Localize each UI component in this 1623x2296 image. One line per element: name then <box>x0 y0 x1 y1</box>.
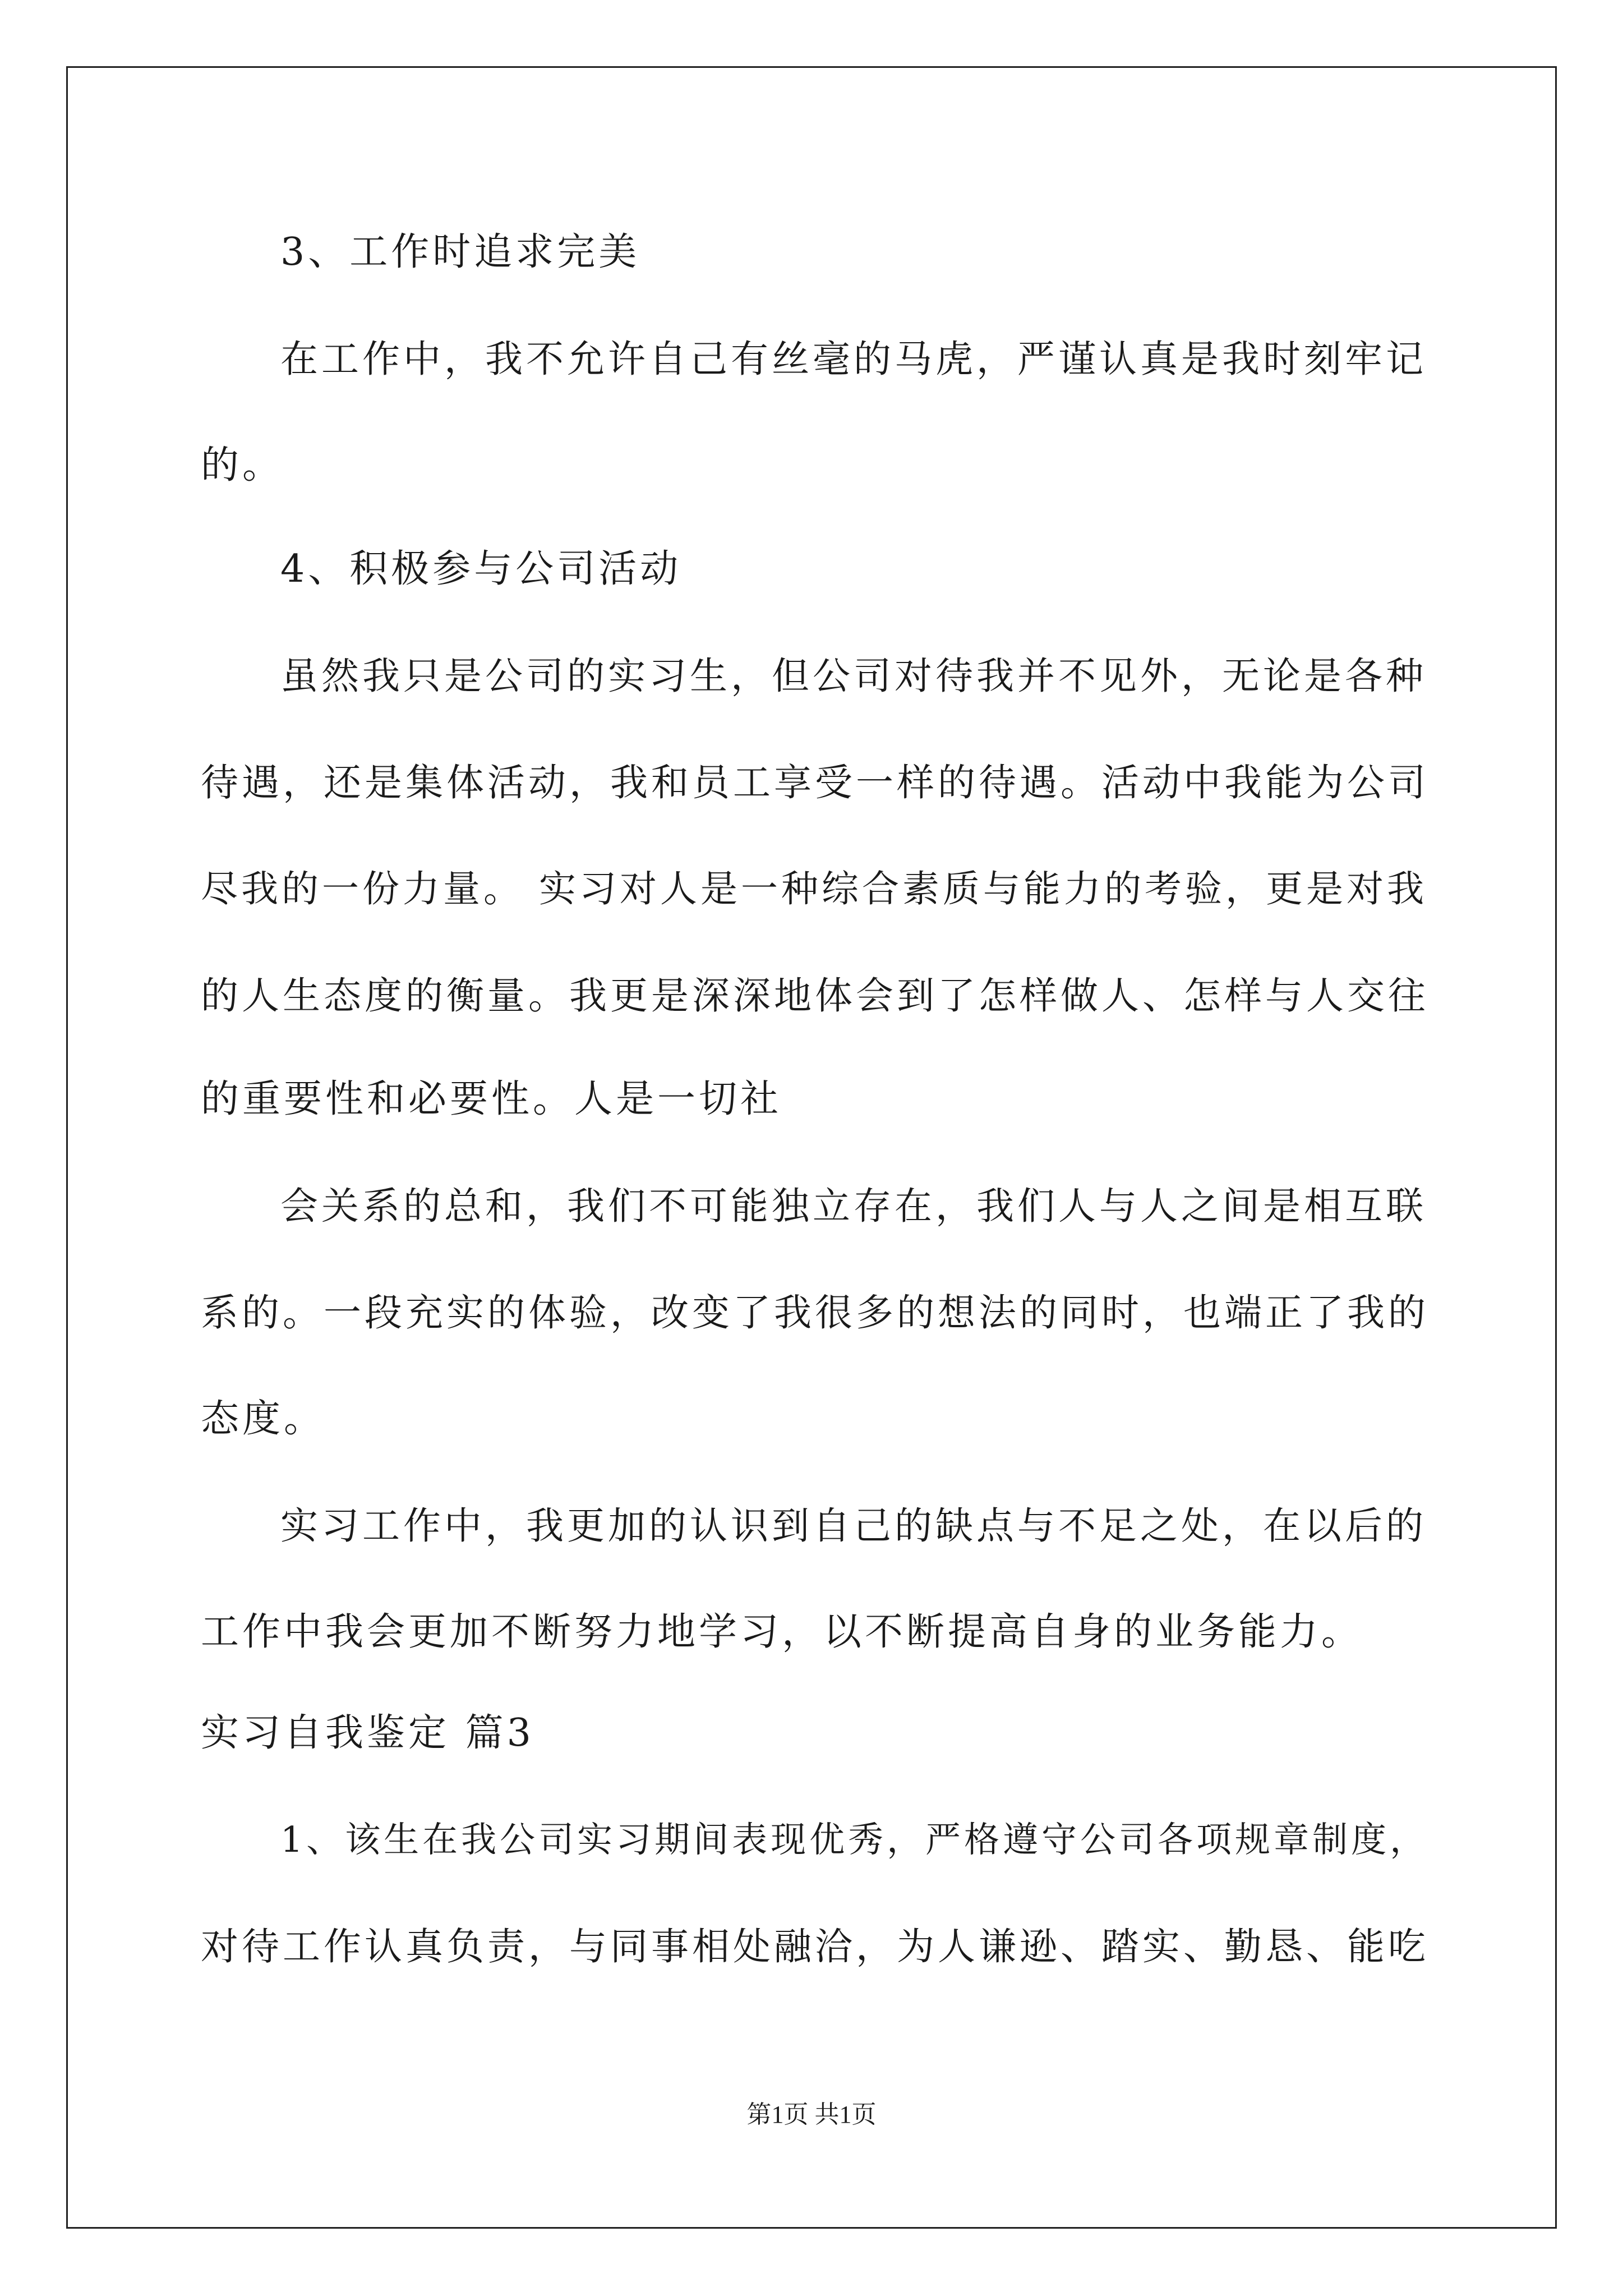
paragraph-line: 在工作中，我不允许自己有丝毫的马虎，严谨认真是我时刻牢记 <box>280 337 1427 381</box>
page-border <box>66 66 1557 2229</box>
page-footer: 第1页 共1页 <box>746 2101 877 2128</box>
paragraph-line: 1、该生在我公司实习期间表现优秀，严格遵守公司各项规章制度， <box>280 1819 1429 1860</box>
paragraph-line: 态度。 <box>201 1397 326 1441</box>
paragraph-line: 尽我的一份力量。 实习对人是一种综合素质与能力的考验，更是对我 <box>201 867 1427 910</box>
paragraph-line: 虽然我只是公司的实习生，但公司对待我并不见外，无论是各种 <box>280 654 1427 698</box>
paragraph-line: 系的。一段充实的体验，改变了我很多的想法的同时，也端正了我的 <box>201 1291 1429 1335</box>
paragraph-line: 待遇，还是集体活动，我和员工享受一样的待遇。活动中我能为公司 <box>201 761 1429 804</box>
paragraph-line: 的。 <box>201 443 284 487</box>
list-heading-3: 3、工作时追求完美 <box>280 230 640 274</box>
list-heading-4: 4、积极参与公司活动 <box>280 547 682 591</box>
paragraph-line: 的重要性和必要性。人是一切社 <box>201 1077 782 1121</box>
paragraph-line: 工作中我会更加不断努力地学习，以不断提高自身的业务能力。 <box>201 1610 1363 1654</box>
paragraph-line: 对待工作认真负责，与同事相处融洽，为人谦逊、踏实、勤恳、能吃 <box>201 1925 1429 1968</box>
section-title: 实习自我鉴定 篇3 <box>201 1711 534 1755</box>
paragraph-line: 会关系的总和，我们不可能独立存在，我们人与人之间是相互联 <box>280 1184 1427 1228</box>
paragraph-line: 的人生态度的衡量。我更是深深地体会到了怎样做人、怎样与人交往 <box>201 974 1429 1018</box>
paragraph-line: 实习工作中，我更加的认识到自己的缺点与不足之处，在以后的 <box>280 1504 1427 1548</box>
